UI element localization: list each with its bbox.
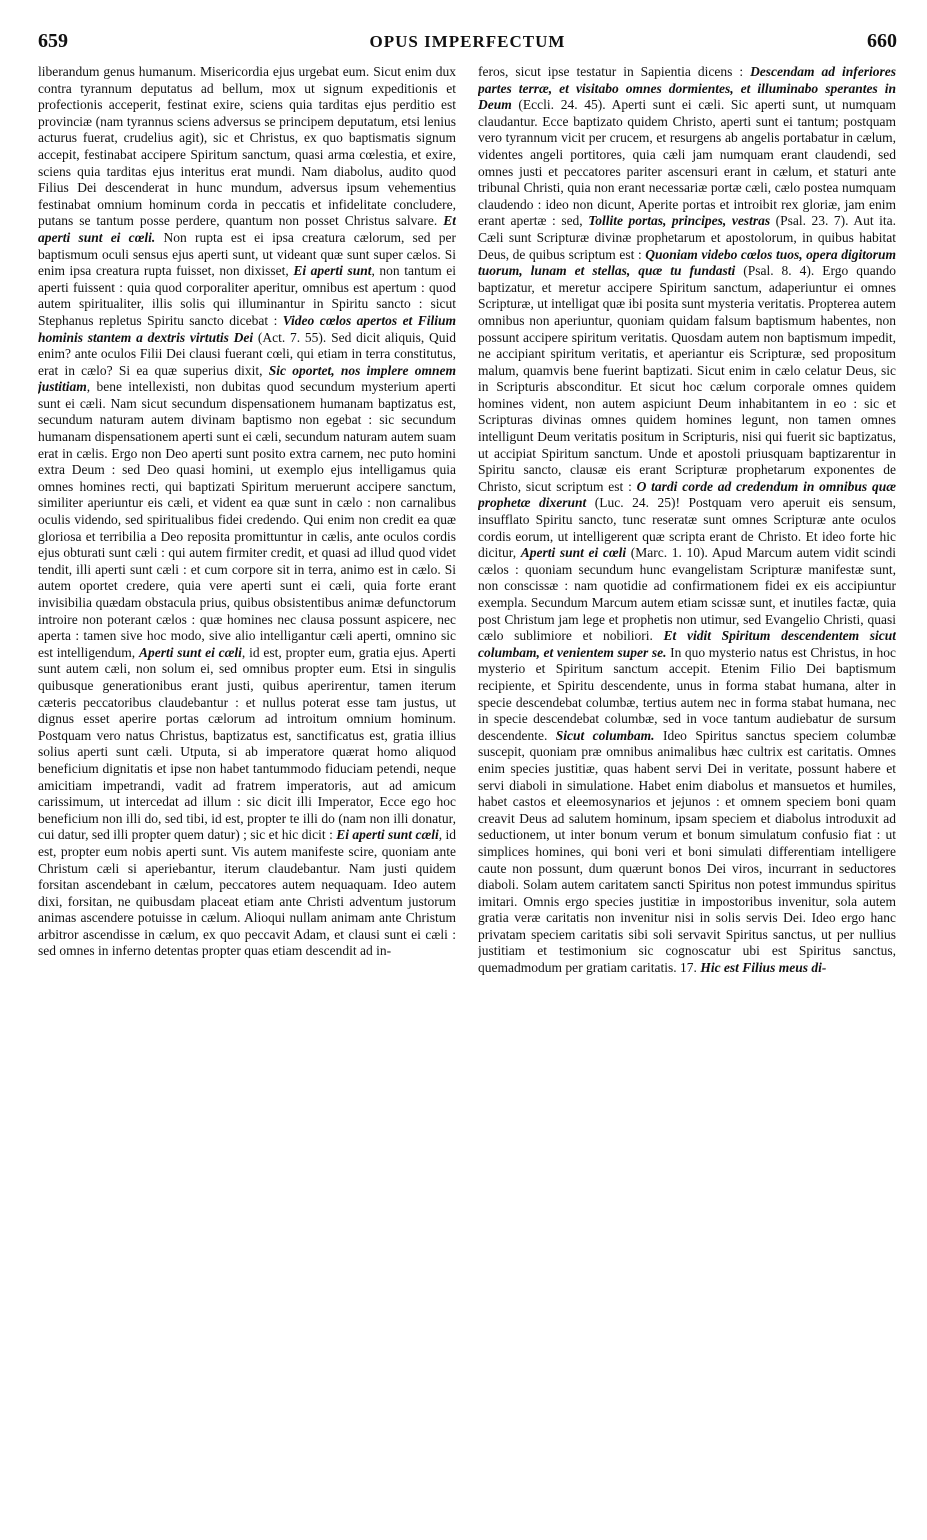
body-text: In quo mysterio natus est Christus, in hoc mysterio et Spiritum sanctum accepit. Etenim Filio Dei baptismum recipiente, et Spiritu descendente, unus in forma stabat humana, alter in specie descendebat columbæ, tertius autem nec in forma stabat humana, nec in specie descendebat columbæ, sed in voce tantum audiebatur de sursum descendente.: [478, 644, 896, 743]
left-page-number: 659: [38, 30, 68, 52]
left-column: [38, 64, 456, 1520]
italic-quotation: Video cœlos apertos et Filium hominis stantem a dextris virtutis Dei: [38, 312, 456, 345]
body-text: , id est, propter eum, gratia ejus. Aperti sunt autem cæli, non solum ei, sed omnibus propter eum. Etsi in singulis quibusque generationibus erant justi, quibus aperirentur, tamen iterum cæteris peccatoribus claudebantur : et nullus poterat esse tam justus, ut dignus esset aperire portas cælorum ad introitum omnium hominum. Postquam vero natus Christus, baptizatus est, sanctificatus est, gratia illius solius aperti sunt cæli. Utputa, si ab imperatore quærat homo aliquod beneficium dignitatis et ipse non habet tantummodo fiduciam petendi, neque amicitiam impetrandi, vadit ad fratrem imperatoris, aut ad amicum carissimum, ut intercedat ad illum : sic dicit illi Imperator, Ecce ego hoc beneficium non illi do, sed tibi, id est, propter te illi do (nam non illi donatur, cui datur, sed illi propter quem datur) ; sic et hic dicit :: [38, 644, 456, 843]
running-header: [38, 30, 897, 58]
body-text: Ideo Spiritus sanctus speciem columbæ suscepit, quoniam præ omnibus animalibus hæc cultrix est caritatis. Omnes enim species justitiæ, quas habent servi Dei in veritate, possunt habere et servi diaboli in simulatione. Habet enim diabolus et mansuetos et humiles, habet castos et eleemosynarios et jejunos : et omnem speciem boni quam creavit Deus ad salutem hominum, ipsam speciem et diabolus introduxit ad seductionem, ut inter bonum verum et bonum simulatum confusio fiat : ut simplices homines, qui boni veri et boni simulati differentiam intelligere caute non possunt, dum quærunt bonos Dei viros, incurrant in seductores diaboli. Solam autem caritatem sancti Spiritus non potest immundus spiritus imitari. Omnis ergo species justitiæ in impostoribus invenitur, sola autem gratia veræ caritatis non invenitur nisi in solis servis Dei. Ideo ergo hanc privatam speciem caritatis sibi soli servavit Spiritus sanctus, ut per nullius justitiam et testimonium sic cognoscatur ubi est Spiritus sanctus, quemadmodum per gratiam caritatis. 17.: [478, 727, 896, 976]
italic-quotation: Sic oportet, nos implere omnem justitiam: [38, 362, 456, 395]
italic-quotation: Descendam ad inferiores partes terræ, et visitabo omnes dormientes, et illuminabo sperantes in Deum: [478, 64, 896, 113]
body-text: (Act. 7. 55). Sed dicit aliquis, Quid enim? ante oculos Filii Dei clausi fuerant cœli, qui etiam in terra constitutus, erat in cælo? Si ea quæ superius dixit,: [38, 329, 456, 378]
running-title: OPUS IMPERFECTUM: [369, 32, 566, 51]
body-text: (Luc. 24. 25)! Postquam vero aperuit eis sensum, insufflato Spiritu sancto, tunc reseratæ sunt omnes Scripturæ ante oculos cordis eorum, ut intelligerent quæ scripta erant de Christo. Et ideo forte hic dicitur,: [478, 495, 896, 561]
right-column: [478, 64, 896, 1520]
body-text: , bene intellexisti, non dubitas quod secundum mysterium aperti sunt ei cæli. Nam sicut secundum dispensationem humanam baptizatus est, secundum naturam autem divinam baptismo non egebat : sic secundum humanam dispensationem aperti sunt ei cæli, secundum naturam autem suam erat in cælis. Ergo non Deo aperti sunt posito extra carnem, nec puto homini extra Deum : sed Deo quasi homini, ut exemplo ejus intelligamus quia omnes homines recti, qui baptizati Spiritum meruerunt accipere sanctum, similiter aperiuntur eis cæli, et vident ea quæ sunt in cælo : non carnalibus oculis videndo, sed spiritualibus fidei credendo. Qui enim non credit ea quæ gloriosa et terribilia a Deo reposita promittuntur in cælis, ante oculos cordis ejus obturati sunt cæli : qui autem firmiter credit, et quasi ad illud quod videt tendit, illi aperti sunt cæli : et cum corpore sit in terra, animo est in cælo. Si autem oportet credere, quia vere aperti sunt ei cæli, quia forte erant invisibilia quædam obstacula prius, quibus obsistentibus animæ defunctorum introire non poterant cælos : quæ homines nec clausa possunt aspicere, nec aperta : tamen sive hoc modo, sive alio intelligantur cæli aperti, omnino sic est intelligendum,: [38, 379, 456, 660]
italic-quotation: Et vidit Spiritum descendentem sicut columbam, et venientem super se.: [478, 628, 896, 660]
italic-quotation: Sicut columbam.: [555, 727, 655, 743]
italic-quotation: O tardi corde ad credendum in omnibus quæ prophetæ dixerunt: [478, 478, 896, 511]
italic-quotation: Ei aperti sunt cæli: [336, 827, 439, 843]
body-text: (Marc. 1. 10). Apud Marcum autem vidit scindi cælos : quoniam secundum hunc evangelistam Scripturæ manifestæ sunt, non conscissæ : nam quotidie ad confirmationem fidei ex eis accipiuntur exempla. Secundum Marcum autem etiam scissæ sunt, et inutiles factæ, quia post Christum jam lege et prophetis non utimur, sed Evangelio Christi, quasi cælo sublimiore et nobiliori.: [478, 545, 896, 644]
right-column-text: [478, 64, 896, 977]
italic-quotation: Et aperti sunt ei cœli.: [38, 213, 456, 245]
body-text: (Eccli. 24. 45). Aperti sunt ei cæli. Sic aperti sunt, ut numquam claudantur. Ecce baptizato quidem Christo, aperti sunt ei tantum; postquam vero tyrannum vicit per crucem, et resurgens ab angelis portabatur in cælum, videntes angeli portitores, quia cæli jam numquam erant claudendi, sed omnes justi et peccatores pariter ascensuri erant in cælum, et staturi ante tribunal Christi, quia non erant necessariæ portæ cæli, cælo postea numquam claudendo : ideo non dicunt, Aperite portas et introibit rex gloriæ, jam enim erant apertæ : sed,: [478, 97, 896, 229]
body-text: (Psal. 23. 7). Aut ita. Cæli sunt Scripturæ divinæ prophetarum et apostolorum, in quibus habitat Deus, de quibus scriptum est :: [478, 213, 896, 262]
italic-quotation: Tollite portas, principes, vestras: [588, 213, 771, 229]
body-text: liberandum genus humanum. Misericordia ejus urgebat eum. Sicut enim dux contra tyrannum deputatus ad bellum, mox ut signum expeditionis et profectionis acceperit, festinat exire, sciens quia tarditas ejus perditio est provinciæ (nam tyrannus sciens adversus se principem deputatum, etsi lenius acturus fuerat, crudelius agit), sic et Christus, ex quo baptismatis signum accepit, festinabat accipere Spiritum sanctum, quasi arma cœlestia, et exire, sciens quia tarditas ejus interitus erat mundi. Nam diabolus, audito quod Filius Dei descenderat in hunc mundum, adversus ipsum vehementius festinabat omnium hominum corda in peccatis et infidelitate concludere, putans se tantum posse perdere, quantum non posset Christus salvare.: [38, 64, 456, 229]
body-text: (Psal. 8. 4). Ergo quando baptizatur, et meretur accipere Spiritum sanctum, adaperiuntur ei omnes Scripturæ, ut intelligat quæ ibi posita sunt mysteria veritatis. Propterea autem omnibus non aperiuntur, quoniam quidam falsum baptismum habentes, non possunt accipere spiritum veritatis. Quosdam autem non baptismum impedit, ne accipiant spiritum veritatis, et aperiantur eis Scripturæ, sed propositum malum, quamvis bene fuerint baptizati. Sicut enim in cælo celatur Deus, sic in Scripturis absconditur. Et sicut hoc cælum corporale omnes quidem homines vident, non autem aspiciunt Deum inhabitantem in eo : sic et Scripturas divinas omnes quidem homines legunt, non tamen omnes intelligunt Deum veritatis positum in Scripturis, nisi qui fuerit sic baptizatus, ut accipiat Spiritum sanctum. Unde et apostoli priusquam baptizarentur in Spiritu sancto, clausæ eis erant Scripturæ prophetarum exponentes de Christo, sicut scriptum est :: [478, 263, 896, 494]
body-text: feros, sicut ipse testatur in Sapientia dicens :: [478, 64, 751, 79]
italic-quotation: Hic est Filius meus di-: [700, 960, 827, 976]
italic-quotation: Aperti sunt ei cœli: [520, 545, 627, 561]
italic-quotation: Aperti sunt ei cæli: [138, 644, 242, 660]
italic-quotation: Quoniam videbo cœlos tuos, opera digitorum tuorum, lunam et stellas, quæ tu fundasti: [478, 246, 896, 279]
left-column-text: [38, 64, 456, 960]
body-text: Non rupta est ei ipsa creatura cælorum, sed per baptismum oculi sensus ejus aperti sunt, ut videant quæ sunt super cælos. Si enim ipsa creatura rupta fuisset, non dixisset,: [38, 229, 456, 279]
italic-quotation: Ei aperti sunt: [293, 263, 372, 279]
body-text: , id est, propter eum nobis aperti sunt. Vis autem manifeste scire, quoniam ante Christum cæli si aperiebantur, iterum claudebantur. Nam justi quidem forsitan ascendebant in cælum, peccatores autem nequaquam. Ideo autem dixi, forsitan, ne quibusdam placeat etiam ante Christi adventum justorum animas ascendere potuisse in cælum. Alioqui nullam animam ante Christum arbitror ascendisse in cælum, ex quo peccavit Adam, et clausi sunt ei cæli : sed omnes in inferno detentas propter quas etiam descendit ad in-: [38, 827, 456, 959]
body-text: , non tantum ei aperti fuissent : quia quod corporaliter aperitur, omnibus est apertum : quod autem spiritualiter, illis solis qui illuminantur in Spiritu sancto : sicut Stephanus repletus Spiritu sancto dicebat :: [38, 263, 456, 328]
right-page-number: 660: [867, 30, 897, 52]
